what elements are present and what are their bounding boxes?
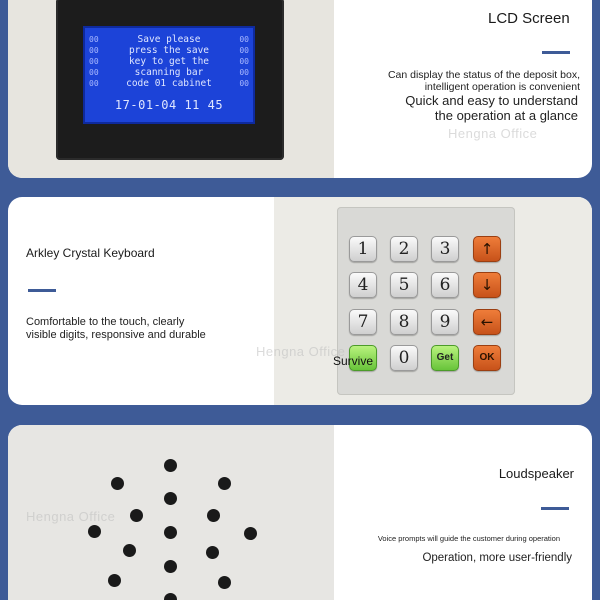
key-down: ↓	[473, 272, 501, 298]
speaker-subtitle: Operation, more user-friendly	[422, 552, 572, 564]
speaker-description: Voice prompts will guide the customer during operation	[377, 534, 560, 543]
key-back: ←	[473, 309, 501, 335]
speaker-hole	[111, 477, 124, 490]
lcd-side-marks-right: 00 00 00 00 00	[239, 35, 249, 88]
lcd-description: Can display the status of the deposit box, intelligent operation is convenient	[387, 69, 580, 93]
key-6: 6	[431, 272, 459, 298]
speaker-title-bar	[541, 507, 569, 510]
speaker-hole	[130, 509, 143, 522]
speaker-hole	[164, 593, 177, 600]
lcd-display	[83, 26, 255, 124]
speaker-title: Loudspeaker	[498, 466, 574, 481]
lcd-title-bar	[542, 51, 570, 54]
lcd-subtitle: Quick and easy to understand the operation at a glance	[405, 93, 578, 123]
lcd-text	[334, 0, 592, 178]
lcd-card	[8, 0, 592, 178]
key-5: 5	[390, 272, 418, 298]
speaker-hole	[164, 492, 177, 505]
speaker-hole	[108, 574, 121, 587]
key-0: 0	[390, 345, 418, 371]
key-get: Get	[431, 345, 459, 371]
key-ok: OK	[473, 345, 501, 371]
key-8: 8	[390, 309, 418, 335]
speaker-hole	[88, 525, 101, 538]
speaker-hole	[244, 527, 257, 540]
lcd-line: code 01 cabinet	[126, 78, 212, 89]
speaker-hole	[207, 509, 220, 522]
key-3: 3	[431, 236, 459, 262]
lcd-line: key to get the	[128, 56, 210, 67]
speaker-hole	[206, 546, 219, 559]
key-2: 2	[390, 236, 418, 262]
speaker-card	[8, 425, 592, 600]
watermark: Hengna Office	[26, 509, 116, 524]
key-up: ↑	[473, 236, 501, 262]
keyboard-description: Comfortable to the touch, clearly visible digits, responsive and durable	[26, 316, 206, 341]
lcd-timestamp: 17-01-04 11 45	[114, 98, 224, 112]
speaker-hole	[164, 526, 177, 539]
lcd-message	[109, 34, 229, 89]
speaker-hole	[218, 477, 231, 490]
watermark: Hengna Office	[448, 126, 538, 141]
key-7: 7	[349, 309, 377, 335]
keyboard-photo	[274, 197, 592, 405]
survive-label: Survive	[333, 354, 374, 368]
speaker-text	[334, 425, 592, 600]
lcd-side-marks-left: 00 00 00 00 00	[89, 35, 99, 88]
lcd-line: press the save	[128, 45, 210, 56]
speaker-hole	[164, 459, 177, 472]
key-9: 9	[431, 309, 459, 335]
lcd-title: LCD Screen	[488, 10, 570, 27]
lcd-photo	[8, 0, 334, 178]
keyboard-title-bar	[28, 289, 56, 292]
keyboard-title: Arkley Crystal Keyboard	[26, 246, 155, 260]
keyboard-card	[8, 197, 592, 405]
key-4: 4	[349, 272, 377, 298]
keyboard-text	[8, 197, 274, 405]
key-1: 1	[349, 236, 377, 262]
lcd-line: Save please	[137, 34, 201, 45]
speaker-hole	[218, 576, 231, 589]
lcd-line: scanning bar	[134, 67, 204, 78]
watermark: Hengna Office	[256, 344, 346, 359]
speaker-hole	[164, 560, 177, 573]
speaker-hole	[123, 544, 136, 557]
